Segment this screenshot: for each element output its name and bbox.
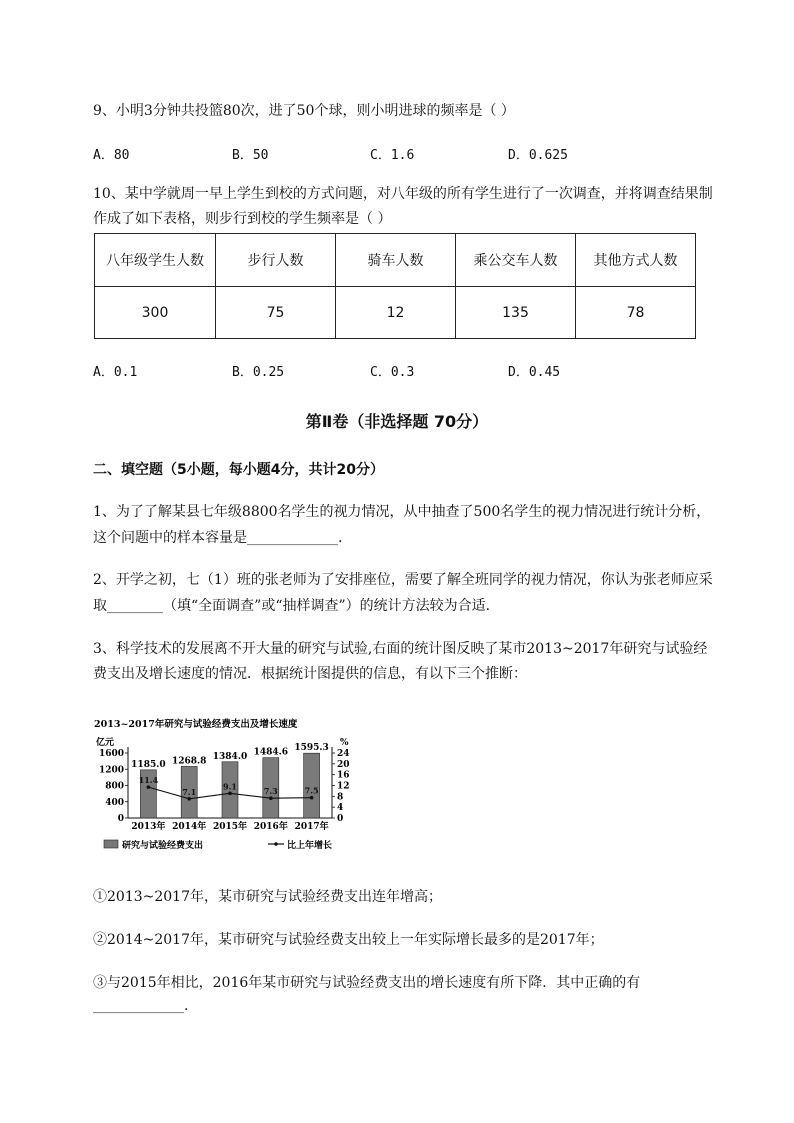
- category-label: 2014年: [172, 822, 207, 832]
- q9-option-c[interactable]: C．1.6: [370, 148, 415, 163]
- growth-value-label: 7.1: [182, 786, 197, 797]
- question-9-text: 9、小明3分钟共投篮80次，进了50个球，则小明进球的频率是（ ）: [93, 103, 515, 119]
- table-cell: 300: [95, 287, 216, 339]
- left-tick-label: 1600: [98, 749, 124, 759]
- q10-option-b[interactable]: B．0.25: [232, 365, 285, 380]
- q10-option-d[interactable]: D．0.45: [508, 365, 561, 380]
- right-tick-label: 16: [337, 770, 350, 781]
- growth-value-label: 7.5: [304, 785, 319, 796]
- expenditure-chart-svg: [92, 715, 362, 855]
- bar-value-label: 1185.0: [131, 759, 166, 770]
- growth-point: [269, 796, 273, 800]
- q10-option-a[interactable]: A．0.1: [93, 365, 138, 380]
- growth-point: [310, 796, 314, 800]
- bar-value-label: 1595.3: [294, 743, 329, 754]
- right-tick-label: 24: [337, 749, 350, 759]
- table-cell: 12: [336, 287, 456, 339]
- growth-point: [228, 792, 232, 796]
- right-tick-label: 20: [337, 759, 350, 770]
- category-label: 2016年: [253, 822, 288, 832]
- table-cell: 75: [216, 287, 336, 339]
- q9-option-a[interactable]: A．80: [93, 148, 130, 163]
- chart-left-axis-label: 亿元: [96, 738, 115, 748]
- answer-blank[interactable]: _____________.: [93, 998, 189, 1014]
- growth-point: [187, 797, 191, 801]
- table-cell: 78: [576, 287, 696, 339]
- legend-line-marker: [274, 842, 278, 846]
- right-tick-label: 12: [337, 781, 350, 792]
- legend-line-label: 比上年增长: [287, 841, 333, 851]
- bar-value-label: 1384.0: [212, 751, 248, 762]
- q9-option-b[interactable]: B．50: [232, 148, 269, 163]
- fill-2-line-2: 取________（填“全面调查”或“抽样调查”）的统计方法较为合适．: [93, 598, 500, 614]
- left-tick-label: 800: [105, 781, 124, 792]
- question-10-line-1: 10、某中学就周一早上学生到校的方式问题，对八年级的所有学生进行了一次调查，并将调查结果制: [93, 186, 713, 202]
- legend-bar-swatch: [104, 840, 118, 848]
- right-tick-label: 4: [337, 803, 344, 814]
- growth-value-label: 11.4: [138, 775, 159, 786]
- chart-title: 2013~2017年研究与试验经费支出及增长速度: [94, 719, 298, 730]
- statement-2: ②2014~2017年，某市研究与试验经费支出较上一年实际增长最多的是2017年；: [93, 932, 604, 948]
- growth-value-label: 9.1: [223, 781, 237, 792]
- table-header-cell: 骑车人数: [336, 234, 456, 287]
- table-header-row: [95, 234, 696, 287]
- fill-1-line-2: 这个问题中的样本容量是_____________.: [93, 530, 343, 546]
- table-header-cell: 步行人数: [216, 234, 336, 287]
- left-tick-label: 400: [105, 797, 124, 808]
- right-tick-label: 0: [337, 814, 344, 824]
- survey-table: [94, 233, 696, 339]
- table-row: [95, 287, 696, 339]
- table-header-cell: 其他方式人数: [576, 234, 696, 287]
- left-tick-label: 0: [117, 814, 124, 824]
- section-2-title: 第Ⅱ卷（非选择题 70分）: [305, 412, 489, 431]
- question-10-line-2: 作成了如下表格，则步行到校的学生频率是（ ）: [93, 211, 392, 227]
- bar-value-label: 1484.6: [253, 747, 289, 758]
- expenditure-chart: [92, 715, 362, 855]
- bar-value-label: 1268.8: [171, 756, 207, 767]
- fill-1-line-1: 1、为了了解某县七年级8800名学生的视力情况，从中抽查了500名学生的视力情况进行统计分析，: [93, 504, 711, 520]
- table-cell: 135: [456, 287, 576, 339]
- left-tick-label: 1200: [98, 765, 124, 776]
- q10-option-c[interactable]: C．0.3: [370, 365, 415, 380]
- fill-3-line-1: 3、科学技术的发展离不开大量的研究与试验,右面的统计图反映了某市2013~2017年研究与试验经: [93, 641, 708, 657]
- table-header-cell: 乘公交车人数: [456, 234, 576, 287]
- category-label: 2015年: [212, 822, 248, 832]
- right-tick-label: 8: [337, 792, 344, 803]
- fill-3-line-2: 费支出及增长速度的情况．根据统计图提供的信息，有以下三个推断：: [93, 666, 527, 682]
- legend-bar-label: 研究与试验经费支出: [122, 841, 204, 851]
- growth-point: [147, 785, 151, 789]
- fill-2-line-1: 2、开学之初，七（1）班的张老师为了安排座位，需要了解全班同学的视力情况，你认为张老师应采: [93, 572, 713, 588]
- statement-1: ①2013~2017年，某市研究与试验经费支出连年增高；: [93, 889, 442, 905]
- category-label: 2017年: [294, 822, 329, 832]
- category-label: 2013年: [131, 822, 166, 832]
- growth-value-label: 7.3: [263, 786, 278, 797]
- statement-3: ③与2015年相比，2016年某市研究与试验经费支出的增长速度有所下降．其中正确的有: [93, 975, 641, 991]
- q9-option-d[interactable]: D．0.625: [508, 148, 568, 163]
- table-header-cell: 八年级学生人数: [95, 234, 216, 287]
- part-2-title: 二、填空题（5小题，每小题4分，共计20分）: [93, 462, 384, 478]
- chart-right-axis-label: %: [340, 738, 349, 748]
